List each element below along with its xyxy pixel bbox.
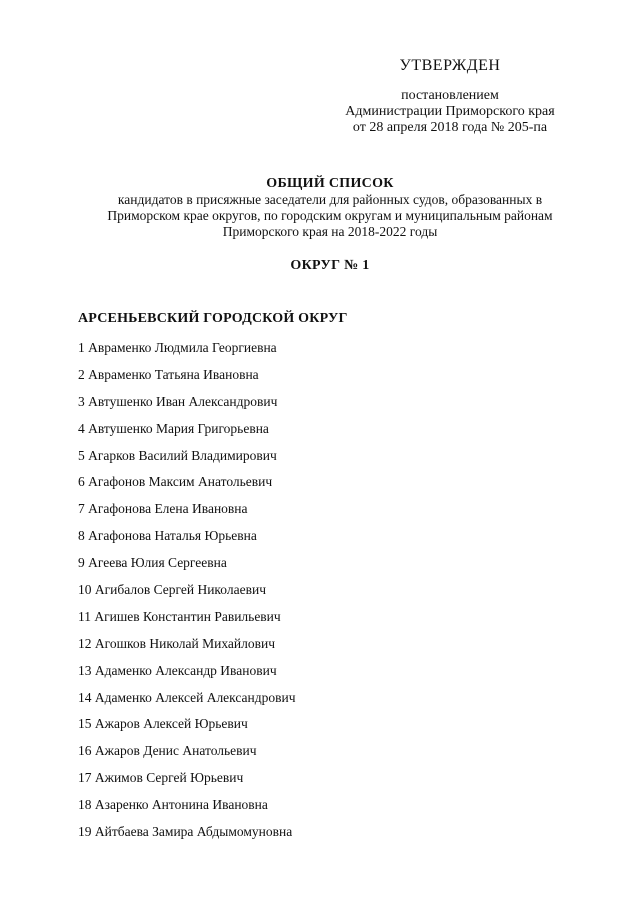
list-item: 5 Агарков Василий Владимирович <box>78 447 277 463</box>
list-item: 4 Автушенко Мария Григорьевна <box>78 420 269 436</box>
document-title-block <box>80 176 580 240</box>
candidate-list <box>78 339 296 850</box>
approval-line-2: Администрации Приморского края <box>345 104 555 119</box>
list-item: 19 Айтбаева Замира Абдымомуновна <box>78 824 293 840</box>
list-item: 2 Авраменко Татьяна Ивановна <box>78 366 259 382</box>
list-item: 18 Азаренко Антонина Ивановна <box>78 797 268 813</box>
document-subtitle-line-1: кандидатов в присяжные заседатели для районных судов, образованных в <box>117 192 543 207</box>
document-title: ОБЩИЙ СПИСОК <box>266 176 394 191</box>
approval-line-1: постановлением <box>401 88 499 103</box>
list-item: 1 Авраменко Людмила Георгиевна <box>78 340 277 355</box>
document-subtitle-line-3: Приморского края на 2018-2022 годы <box>222 224 438 239</box>
list-item: 9 Агеева Юлия Сергеевна <box>78 555 227 571</box>
list-item: 7 Агафонова Елена Ивановна <box>78 501 248 517</box>
list-item: 17 Ажимов Сергей Юрьевич <box>78 770 244 786</box>
list-item: 15 Ажаров Алексей Юрьевич <box>78 716 248 732</box>
list-item: 3 Автушенко Иван Александрович <box>78 393 278 409</box>
list-item: 12 Агошков Николай Михайлович <box>78 635 275 651</box>
list-item: 14 Адаменко Алексей Александрович <box>78 689 296 705</box>
section-heading: АРСЕНЬЕВСКИЙ ГОРОДСКОЙ ОКРУГ <box>78 311 348 326</box>
list-item: 10 Агибалов Сергей Николаевич <box>78 582 266 598</box>
approval-stamp: УТВЕРЖДЕН <box>399 57 501 74</box>
list-item: 13 Адаменко Александр Иванович <box>78 662 277 678</box>
district-heading: ОКРУГ № 1 <box>290 258 370 273</box>
approval-block <box>320 58 580 136</box>
document-subtitle-line-2: Приморском крае округов, по городским округам и муниципальным районам <box>107 208 553 223</box>
list-item: 6 Агафонов Максим Анатольевич <box>78 474 273 490</box>
list-item: 16 Ажаров Денис Анатольевич <box>78 743 257 759</box>
list-item: 11 Агишев Константин Равильевич <box>78 608 281 624</box>
list-item: 8 Агафонова Наталья Юрьевна <box>78 528 257 544</box>
approval-line-3: от 28 апреля 2018 года № 205-па <box>352 120 548 135</box>
